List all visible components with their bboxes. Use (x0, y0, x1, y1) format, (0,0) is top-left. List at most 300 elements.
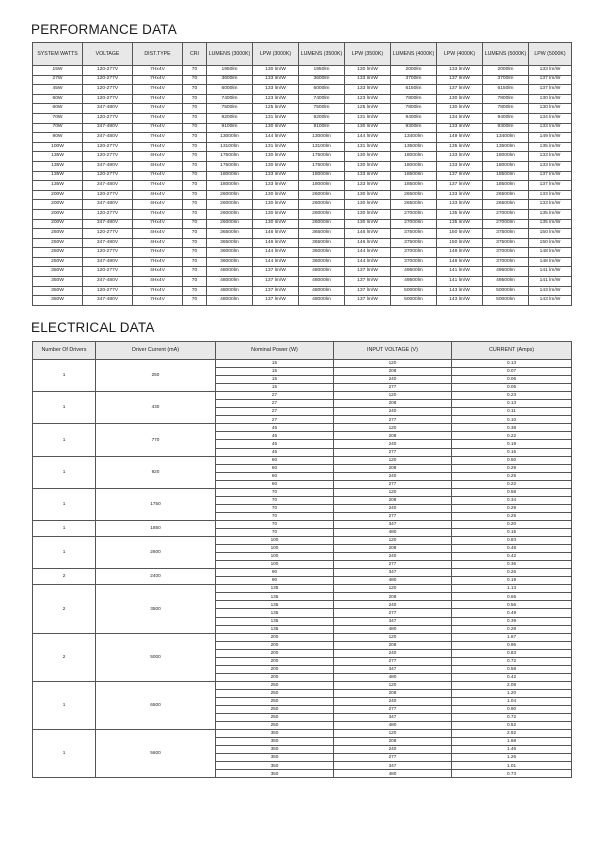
table-cell: 7500lm (207, 104, 253, 114)
table-cell: 7Hx4V (133, 296, 183, 306)
electrical-header-row (33, 342, 572, 360)
table-cell: 4Hx4V (133, 161, 183, 171)
table-cell: 7800lm (391, 104, 437, 114)
driver-count: 1 (33, 488, 96, 520)
table-cell: 0.19 (452, 440, 572, 448)
table-cell: 120-277V (83, 267, 133, 277)
table-cell: 120 (334, 537, 452, 545)
performance-row (33, 238, 572, 248)
table-cell: 27000lm (391, 209, 437, 219)
table-cell: 26000lm (299, 219, 345, 229)
driver-count: 1 (33, 392, 96, 424)
table-cell: 26500lm (483, 190, 529, 200)
table-cell: 208 (334, 593, 452, 601)
table-cell: 130 lm/W (253, 66, 299, 76)
electrical-row (33, 537, 572, 545)
performance-row (33, 190, 572, 200)
table-cell: 18500lm (483, 171, 529, 181)
table-cell: 37500lm (483, 229, 529, 239)
table-cell: 120-277V (83, 66, 133, 76)
table-cell: 0.23 (452, 392, 572, 400)
table-cell: 120-277V (83, 75, 133, 85)
table-cell: 6150lm (391, 85, 437, 95)
table-cell: 26500lm (391, 200, 437, 210)
table-cell: 48000lm (207, 267, 253, 277)
table-cell: 0.20 (452, 520, 572, 528)
table-cell: 347-480V (83, 277, 133, 287)
table-cell: 18000lm (483, 161, 529, 171)
driver-current: 2400 (96, 569, 216, 585)
column-header: LPW (5000K) (529, 43, 572, 66)
table-cell: 0.29 (452, 464, 572, 472)
table-cell: 0.25 (452, 512, 572, 520)
table-cell: 277 (334, 754, 452, 762)
performance-row (33, 171, 572, 181)
table-cell: 120-277V (83, 85, 133, 95)
electrical-row (33, 520, 572, 528)
performance-row (33, 152, 572, 162)
table-cell: 45 (216, 432, 334, 440)
table-cell: 130 lm/W (437, 104, 483, 114)
table-cell: 141 lm/W (529, 267, 572, 277)
table-cell: 347-480V (83, 104, 133, 114)
performance-row (33, 94, 572, 104)
performance-row (33, 133, 572, 143)
table-cell: 350 (216, 770, 334, 778)
table-cell: 1.67 (452, 633, 572, 641)
table-cell: 200 (216, 649, 334, 657)
performance-row (33, 142, 572, 152)
table-cell: 0.22 (452, 480, 572, 488)
table-cell: 70W (33, 123, 83, 133)
table-cell: 49500lm (483, 267, 529, 277)
table-cell: 277 (334, 480, 452, 488)
table-cell: 70 (183, 257, 207, 267)
table-cell: 100 (216, 537, 334, 545)
table-cell: 18000lm (207, 171, 253, 181)
table-cell: 133 lm/W (345, 85, 391, 95)
table-cell: 70 (183, 277, 207, 287)
table-cell: 48000lm (207, 296, 253, 306)
table-cell: 120 (334, 633, 452, 641)
table-cell: 2000lm (391, 66, 437, 76)
table-cell: 120 (334, 360, 452, 368)
table-cell: 120 (334, 585, 452, 593)
table-cell: 27000lm (391, 219, 437, 229)
driver-current: 770 (96, 424, 216, 456)
table-cell: 0.73 (452, 770, 572, 778)
table-cell: 240 (334, 472, 452, 480)
table-cell: 131 lm/W (345, 142, 391, 152)
table-cell: 48000lm (207, 286, 253, 296)
column-header: LPW (3500K) (345, 43, 391, 66)
table-cell: 135 lm/W (437, 142, 483, 152)
electrical-row (33, 424, 572, 432)
table-cell: 48000lm (299, 277, 345, 287)
table-cell: 130 lm/W (253, 123, 299, 133)
table-cell: 1.01 (452, 762, 572, 770)
table-cell: 277 (334, 416, 452, 424)
table-cell: 70 (183, 296, 207, 306)
table-cell: 120-277V (83, 229, 133, 239)
table-cell: 208 (334, 400, 452, 408)
driver-count: 1 (33, 360, 96, 392)
table-cell: 144 lm/W (253, 248, 299, 258)
table-cell: 133 lm/W (253, 171, 299, 181)
table-cell: 200 (216, 633, 334, 641)
table-cell: 70 (183, 133, 207, 143)
table-cell: 4Hx4V (133, 238, 183, 248)
table-cell: 7Hx4V (133, 66, 183, 76)
table-cell: 70 (216, 520, 334, 528)
table-cell: 133 lm/W (529, 161, 572, 171)
table-cell: 26000lm (299, 209, 345, 219)
table-cell: 13400lm (391, 133, 437, 143)
table-cell: 141 lm/W (437, 277, 483, 287)
table-cell: 133 lm/W (437, 161, 483, 171)
table-cell: 347-480V (83, 257, 133, 267)
table-cell: 137 lm/W (437, 75, 483, 85)
table-cell: 350 (216, 746, 334, 754)
performance-row (33, 286, 572, 296)
table-cell: 26500lm (391, 190, 437, 200)
table-cell: 7400lm (207, 94, 253, 104)
performance-row (33, 181, 572, 191)
table-cell: 347 (334, 762, 452, 770)
performance-row (33, 113, 572, 123)
table-cell: 7Hx4V (133, 248, 183, 258)
table-cell: 120-277V (83, 190, 133, 200)
table-cell: 277 (334, 512, 452, 520)
table-cell: 137 lm/W (529, 75, 572, 85)
table-cell: 26000lm (207, 190, 253, 200)
table-cell: 7800lm (483, 94, 529, 104)
table-cell: 13000lm (207, 133, 253, 143)
table-cell: 133 lm/W (437, 123, 483, 133)
table-cell: 131 lm/W (345, 113, 391, 123)
driver-count: 2 (33, 569, 96, 585)
table-cell: 70 (183, 85, 207, 95)
table-cell: 100 (216, 545, 334, 553)
table-cell: 200W (33, 209, 83, 219)
table-cell: 18500lm (391, 181, 437, 191)
table-cell: 26500lm (483, 200, 529, 210)
table-cell: 70 (183, 75, 207, 85)
table-cell: 18500lm (483, 181, 529, 191)
table-cell: 70W (33, 113, 83, 123)
table-cell: 9100lm (207, 123, 253, 133)
table-cell: 250 (216, 714, 334, 722)
table-cell: 120-277V (83, 248, 133, 258)
table-cell: 133 lm/W (529, 200, 572, 210)
table-cell: 27 (216, 392, 334, 400)
table-cell: 4Hx4V (133, 152, 183, 162)
performance-header-row (33, 43, 572, 66)
table-cell: 277 (334, 448, 452, 456)
table-cell: 17500lm (207, 161, 253, 171)
table-cell: 1.20 (452, 689, 572, 697)
table-cell: 277 (334, 657, 452, 665)
table-cell: 137 lm/W (253, 267, 299, 277)
table-cell: 0.05 (452, 384, 572, 392)
table-cell: 130 lm/W (345, 66, 391, 76)
table-cell: 9300lm (391, 123, 437, 133)
table-cell: 50000lm (391, 296, 437, 306)
table-cell: 347 (334, 665, 452, 673)
table-cell: 90 (216, 577, 334, 585)
table-cell: 70 (183, 66, 207, 76)
table-cell: 130 lm/W (437, 94, 483, 104)
table-cell: 277 (334, 561, 452, 569)
table-cell: 7Hx4V (133, 113, 183, 123)
table-cell: 120-277V (83, 94, 133, 104)
table-cell: 135W (33, 171, 83, 181)
table-cell: 15 (216, 384, 334, 392)
driver-count: 1 (33, 730, 96, 778)
table-cell: 150 lm/W (437, 229, 483, 239)
table-cell: 15 (216, 360, 334, 368)
table-cell: 7Hx4V (133, 94, 183, 104)
table-cell: 1.26 (452, 754, 572, 762)
table-cell: 36500lm (207, 229, 253, 239)
table-cell: 143 lm/W (529, 286, 572, 296)
table-cell: 7Hx4V (133, 75, 183, 85)
table-cell: 240 (334, 440, 452, 448)
driver-count: 1 (33, 424, 96, 456)
table-cell: 208 (334, 545, 452, 553)
table-cell: 149 lm/W (529, 133, 572, 143)
table-cell: 37000lm (391, 248, 437, 258)
table-cell: 200 (216, 641, 334, 649)
table-cell: 240 (334, 504, 452, 512)
table-cell: 9400lm (483, 113, 529, 123)
driver-count: 1 (33, 456, 96, 488)
table-cell: 120-277V (83, 152, 133, 162)
table-cell: 70 (183, 123, 207, 133)
table-cell: 13100lm (207, 142, 253, 152)
table-cell: 148 lm/W (437, 257, 483, 267)
table-cell: 137 lm/W (529, 171, 572, 181)
table-cell: 350W (33, 267, 83, 277)
table-cell: 60 (216, 456, 334, 464)
table-cell: 50000lm (483, 296, 529, 306)
table-cell: 70 (183, 161, 207, 171)
table-cell: 148 lm/W (529, 257, 572, 267)
table-cell: 70 (183, 248, 207, 258)
table-cell: 13500lm (391, 142, 437, 152)
table-cell: 0.72 (452, 657, 572, 665)
table-cell: 137 lm/W (253, 296, 299, 306)
table-cell: 70 (216, 496, 334, 504)
table-cell: 130 lm/W (345, 123, 391, 133)
table-cell: 120 (334, 424, 452, 432)
table-cell: 70 (183, 286, 207, 296)
table-cell: 1950lm (207, 66, 253, 76)
table-cell: 208 (334, 689, 452, 697)
table-cell: 70 (183, 190, 207, 200)
table-cell: 130 lm/W (253, 200, 299, 210)
table-cell: 0.90 (452, 706, 572, 714)
performance-row (33, 66, 572, 76)
table-cell: 133 lm/W (437, 152, 483, 162)
table-cell: 3600lm (207, 75, 253, 85)
table-cell: 0.34 (452, 496, 572, 504)
table-cell: 45 (216, 440, 334, 448)
table-cell: 48000lm (299, 296, 345, 306)
table-cell: 0.83 (452, 649, 572, 657)
driver-current: 5000 (96, 633, 216, 681)
table-cell: 18000lm (483, 152, 529, 162)
performance-row (33, 277, 572, 287)
table-cell: 135 (216, 593, 334, 601)
table-cell: 27000lm (483, 219, 529, 229)
table-cell: 135 (216, 625, 334, 633)
column-header: Number Of Drivers (33, 342, 96, 360)
table-cell: 130 lm/W (345, 209, 391, 219)
table-cell: 0.48 (452, 545, 572, 553)
table-cell: 18000lm (299, 181, 345, 191)
table-cell: 250 (216, 697, 334, 705)
table-cell: 137 lm/W (529, 181, 572, 191)
performance-row (33, 248, 572, 258)
table-cell: 208 (334, 641, 452, 649)
table-cell: 6000lm (299, 85, 345, 95)
table-cell: 148 lm/W (437, 248, 483, 258)
table-cell: 6150lm (483, 85, 529, 95)
table-cell: 130 lm/W (253, 209, 299, 219)
table-cell: 0.42 (452, 553, 572, 561)
table-cell: 480 (334, 528, 452, 536)
table-cell: 6000lm (207, 85, 253, 95)
table-cell: 36000lm (207, 257, 253, 267)
table-cell: 0.26 (452, 569, 572, 577)
table-cell: 36500lm (299, 229, 345, 239)
table-cell: 250W (33, 248, 83, 258)
table-cell: 347-480V (83, 200, 133, 210)
performance-row (33, 85, 572, 95)
table-cell: 135W (33, 152, 83, 162)
table-cell: 120 (334, 730, 452, 738)
table-cell: 480 (334, 673, 452, 681)
table-cell: 0.96 (452, 641, 572, 649)
table-cell: 133 lm/W (437, 200, 483, 210)
table-cell: 7Hx4V (133, 142, 183, 152)
table-cell: 70 (183, 181, 207, 191)
table-cell: 18000lm (391, 152, 437, 162)
table-cell: 27000lm (483, 209, 529, 219)
table-cell: 125 lm/W (253, 104, 299, 114)
driver-current: 3500 (96, 585, 216, 633)
table-cell: 7Hx4V (133, 209, 183, 219)
column-header: LUMENS (4000K) (391, 43, 437, 66)
table-cell: 137 lm/W (529, 85, 572, 95)
table-cell: 137 lm/W (345, 296, 391, 306)
performance-row (33, 209, 572, 219)
table-cell: 135W (33, 181, 83, 191)
table-cell: 130 lm/W (345, 200, 391, 210)
table-cell: 37500lm (483, 238, 529, 248)
table-cell: 70 (183, 142, 207, 152)
table-cell: 49500lm (483, 277, 529, 287)
table-cell: 240 (334, 649, 452, 657)
table-cell: 70 (216, 528, 334, 536)
performance-row (33, 123, 572, 133)
table-cell: 0.65 (452, 593, 572, 601)
table-cell: 7500lm (299, 104, 345, 114)
table-cell: 0.42 (452, 673, 572, 681)
table-cell: 9200lm (207, 113, 253, 123)
performance-row (33, 257, 572, 267)
driver-count: 2 (33, 633, 96, 681)
column-header: LUMENS (5000K) (483, 43, 529, 66)
table-cell: 70 (183, 267, 207, 277)
table-cell: 137 lm/W (437, 181, 483, 191)
table-cell: 0.13 (452, 400, 572, 408)
table-cell: 250 (216, 689, 334, 697)
table-cell: 37500lm (391, 238, 437, 248)
table-cell: 36000lm (207, 248, 253, 258)
table-cell: 9400lm (391, 113, 437, 123)
table-cell: 26000lm (299, 190, 345, 200)
table-cell: 120-277V (83, 286, 133, 296)
table-cell: 1950lm (299, 66, 345, 76)
table-cell: 60 (216, 464, 334, 472)
table-cell: 0.83 (452, 537, 572, 545)
table-cell: 36000lm (299, 257, 345, 267)
table-cell: 0.58 (452, 665, 572, 673)
table-cell: 137 lm/W (345, 286, 391, 296)
table-cell: 135 lm/W (529, 209, 572, 219)
table-cell: 15 (216, 376, 334, 384)
table-cell: 130 lm/W (345, 152, 391, 162)
table-cell: 0.58 (452, 488, 572, 496)
table-cell: 4Hx4V (133, 229, 183, 239)
electrical-row (33, 488, 572, 496)
table-cell: 60W (33, 94, 83, 104)
table-cell: 144 lm/W (345, 248, 391, 258)
table-cell: 0.15 (452, 528, 572, 536)
table-cell: 17500lm (299, 152, 345, 162)
table-cell: 135 (216, 617, 334, 625)
column-header: CRI (183, 43, 207, 66)
table-cell: 70 (183, 219, 207, 229)
performance-row (33, 75, 572, 85)
performance-row (33, 104, 572, 114)
table-cell: 146 lm/W (253, 238, 299, 248)
table-cell: 277 (334, 384, 452, 392)
table-cell: 7Hx4V (133, 85, 183, 95)
table-cell: 70 (183, 209, 207, 219)
table-cell: 137 lm/W (437, 171, 483, 181)
table-cell: 27 (216, 416, 334, 424)
table-cell: 130 lm/W (529, 104, 572, 114)
table-cell: 137 lm/W (253, 277, 299, 287)
table-cell: 0.22 (452, 432, 572, 440)
table-cell: 4Hx4V (133, 267, 183, 277)
table-cell: 130 lm/W (529, 94, 572, 104)
driver-count: 2 (33, 585, 96, 633)
table-cell: 150 lm/W (529, 238, 572, 248)
table-cell: 135 lm/W (437, 209, 483, 219)
table-cell: 480 (334, 770, 452, 778)
table-cell: 347 (334, 714, 452, 722)
performance-row (33, 229, 572, 239)
table-cell: 50000lm (483, 286, 529, 296)
table-cell: 208 (334, 496, 452, 504)
table-cell: 70 (183, 152, 207, 162)
table-cell: 148 lm/W (529, 248, 572, 258)
driver-count: 1 (33, 681, 96, 729)
